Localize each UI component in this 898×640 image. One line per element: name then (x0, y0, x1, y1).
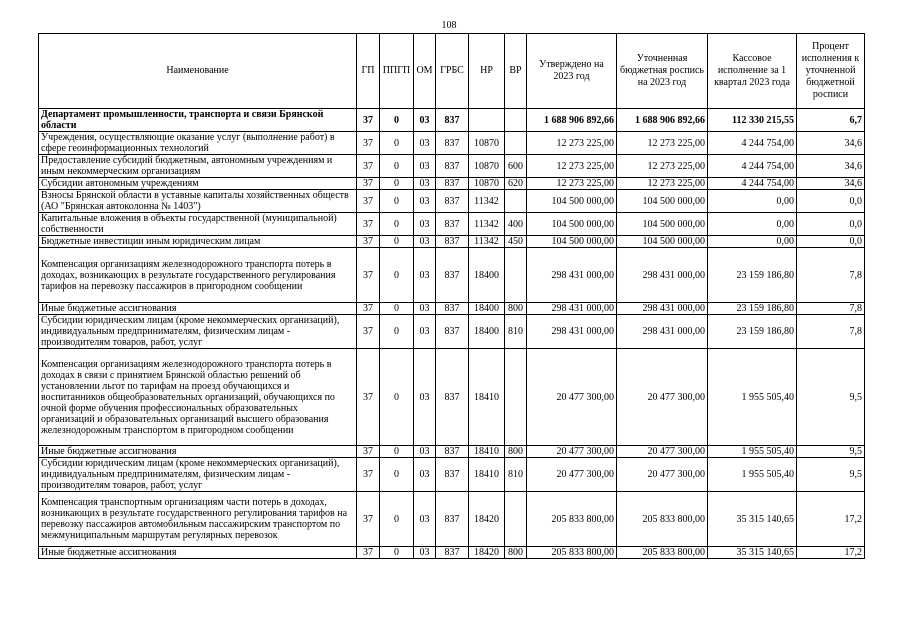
row-name: Учреждения, осуществляющие оказание услуг (выполнение работ) в сфере геоинформационных технологий (39, 132, 357, 155)
row-name: Иные бюджетные ассигнования (39, 303, 357, 315)
row-approved: 298 431 000,00 (527, 315, 617, 349)
row-ppgp: 0 (380, 132, 414, 155)
row-grbs: 837 (436, 248, 469, 303)
row-percent: 9,5 (797, 458, 865, 492)
row-name: Департамент промышленности, транспорта и связи Брянской области (39, 109, 357, 132)
row-gp: 37 (357, 132, 380, 155)
row-vr: 620 (505, 178, 527, 190)
row-ppgp: 0 (380, 303, 414, 315)
row-gp: 37 (357, 236, 380, 248)
table-row (39, 109, 865, 132)
row-grbs: 837 (436, 236, 469, 248)
row-vr: 400 (505, 213, 527, 236)
row-ppgp: 0 (380, 349, 414, 446)
header-ppgp: ППГП (380, 34, 414, 109)
row-ppgp: 0 (380, 178, 414, 190)
row-cash: 1 955 505,40 (708, 458, 797, 492)
row-name: Капитальные вложения в объекты государственной (муниципальной) собственности (39, 213, 357, 236)
table-row (39, 236, 865, 248)
row-gp: 37 (357, 248, 380, 303)
row-name: Иные бюджетные ассигнования (39, 446, 357, 458)
table-row (39, 213, 865, 236)
row-percent: 6,7 (797, 109, 865, 132)
row-approved: 12 273 225,00 (527, 155, 617, 178)
row-ppgp: 0 (380, 213, 414, 236)
row-ppgp: 0 (380, 236, 414, 248)
row-vr (505, 109, 527, 132)
row-np: 18410 (469, 458, 505, 492)
row-om: 03 (414, 315, 436, 349)
row-approved: 104 500 000,00 (527, 213, 617, 236)
table-row (39, 458, 865, 492)
row-ppgp: 0 (380, 190, 414, 213)
row-vr: 450 (505, 236, 527, 248)
row-refined: 20 477 300,00 (617, 349, 708, 446)
header-approved: Утверждено на 2023 год (527, 34, 617, 109)
header-cash: Кассовое исполнение за 1 квартал 2023 года (708, 34, 797, 109)
table-row (39, 547, 865, 559)
row-cash: 23 159 186,80 (708, 303, 797, 315)
row-grbs: 837 (436, 132, 469, 155)
table-row (39, 303, 865, 315)
page-number: 108 (441, 20, 457, 31)
row-gp: 37 (357, 315, 380, 349)
row-name: Предоставление субсидий бюджетным, автономным учреждениям и иным некоммерческим организациям (39, 155, 357, 178)
header-row (39, 34, 865, 109)
row-percent: 0,0 (797, 213, 865, 236)
row-percent: 34,6 (797, 132, 865, 155)
row-cash: 4 244 754,00 (708, 132, 797, 155)
row-gp: 37 (357, 547, 380, 559)
row-ppgp: 0 (380, 315, 414, 349)
row-np: 18410 (469, 349, 505, 446)
row-cash: 112 330 215,55 (708, 109, 797, 132)
row-percent: 34,6 (797, 178, 865, 190)
row-cash: 1 955 505,40 (708, 446, 797, 458)
row-ppgp: 0 (380, 547, 414, 559)
row-approved: 20 477 300,00 (527, 446, 617, 458)
row-name: Бюджетные инвестиции иным юридическим лицам (39, 236, 357, 248)
row-approved: 1 688 906 892,66 (527, 109, 617, 132)
table-row (39, 248, 865, 303)
row-ppgp: 0 (380, 492, 414, 547)
header-percent: Процент исполнения к уточненной бюджетной росписи (797, 34, 865, 109)
row-grbs: 837 (436, 109, 469, 132)
row-cash: 0,00 (708, 213, 797, 236)
row-refined: 298 431 000,00 (617, 248, 708, 303)
row-approved: 12 273 225,00 (527, 178, 617, 190)
row-cash: 4 244 754,00 (708, 155, 797, 178)
row-percent: 7,8 (797, 303, 865, 315)
row-om: 03 (414, 178, 436, 190)
row-cash: 4 244 754,00 (708, 178, 797, 190)
row-om: 03 (414, 446, 436, 458)
row-refined: 104 500 000,00 (617, 236, 708, 248)
row-grbs: 837 (436, 492, 469, 547)
row-om: 03 (414, 492, 436, 547)
row-np: 10870 (469, 132, 505, 155)
row-name: Субсидии автономным учреждениям (39, 178, 357, 190)
row-approved: 205 833 800,00 (527, 547, 617, 559)
table-row (39, 155, 865, 178)
row-ppgp: 0 (380, 109, 414, 132)
row-om: 03 (414, 458, 436, 492)
row-name: Субсидии юридическим лицам (кроме некоммерческих организаций), индивидуальным предпринимателям, физическим лицам - производителям товаров, работ, услуг (39, 315, 357, 349)
row-name: Компенсация транспортным организациям части потерь в доходах, возникающих в результате государственного регулирования тарифов на перевозку пассажиров автомобильным пассажирским транспортом по межмуниципальным маршрутам регулярных перевозок (39, 492, 357, 547)
row-approved: 205 833 800,00 (527, 492, 617, 547)
row-name: Компенсация организациям железнодорожного транспорта потерь в доходах, возникающих в результате государственного регулирования тарифов на перевозку пассажиров в пригородном сообщении (39, 248, 357, 303)
row-gp: 37 (357, 303, 380, 315)
row-percent: 0,0 (797, 190, 865, 213)
row-cash: 1 955 505,40 (708, 349, 797, 446)
row-vr (505, 248, 527, 303)
table-row (39, 349, 865, 446)
row-refined: 205 833 800,00 (617, 492, 708, 547)
row-percent: 7,8 (797, 315, 865, 349)
row-ppgp: 0 (380, 155, 414, 178)
row-grbs: 837 (436, 547, 469, 559)
row-om: 03 (414, 213, 436, 236)
row-cash: 35 315 140,65 (708, 547, 797, 559)
row-percent: 17,2 (797, 492, 865, 547)
row-grbs: 837 (436, 446, 469, 458)
row-gp: 37 (357, 446, 380, 458)
row-grbs: 837 (436, 178, 469, 190)
row-cash: 23 159 186,80 (708, 315, 797, 349)
header-np: НР (469, 34, 505, 109)
row-np: 18400 (469, 303, 505, 315)
table-row (39, 446, 865, 458)
row-om: 03 (414, 547, 436, 559)
header-gp: ГП (357, 34, 380, 109)
row-grbs: 837 (436, 303, 469, 315)
row-np: 11342 (469, 213, 505, 236)
row-np: 18410 (469, 446, 505, 458)
row-ppgp: 0 (380, 248, 414, 303)
table-row (39, 492, 865, 547)
row-refined: 298 431 000,00 (617, 315, 708, 349)
row-name: Компенсация организациям железнодорожного транспорта потерь в доходах в связи с принятием Брянской областью решений об установлении льгот по тарифам на проезд обучающихся и воспитанников общеобразовательных организаций, обучающихся по очной форме обучения профессиональных образовательных организаций и образовательных организаций высшего образования железнодорожным транспортом в пригородном сообщении (39, 349, 357, 446)
row-om: 03 (414, 109, 436, 132)
row-vr: 800 (505, 547, 527, 559)
header-grbs: ГРБС (436, 34, 469, 109)
row-grbs: 837 (436, 349, 469, 446)
row-percent: 0,0 (797, 236, 865, 248)
row-percent: 9,5 (797, 446, 865, 458)
row-cash: 35 315 140,65 (708, 492, 797, 547)
row-percent: 9,5 (797, 349, 865, 446)
row-om: 03 (414, 303, 436, 315)
row-percent: 17,2 (797, 547, 865, 559)
header-name: Наименование (39, 34, 357, 109)
row-grbs: 837 (436, 190, 469, 213)
row-grbs: 837 (436, 458, 469, 492)
row-vr (505, 349, 527, 446)
row-ppgp: 0 (380, 458, 414, 492)
row-grbs: 837 (436, 155, 469, 178)
row-om: 03 (414, 132, 436, 155)
table-row (39, 190, 865, 213)
row-refined: 12 273 225,00 (617, 132, 708, 155)
row-name: Взносы Брянской области в уставные капиталы хозяйственных обществ (АО "Брянская автоколонна № 1403") (39, 190, 357, 213)
row-np (469, 109, 505, 132)
row-approved: 104 500 000,00 (527, 190, 617, 213)
row-refined: 104 500 000,00 (617, 213, 708, 236)
row-gp: 37 (357, 458, 380, 492)
row-om: 03 (414, 349, 436, 446)
row-refined: 12 273 225,00 (617, 178, 708, 190)
row-gp: 37 (357, 213, 380, 236)
row-refined: 20 477 300,00 (617, 458, 708, 492)
table-row (39, 315, 865, 349)
row-vr: 810 (505, 315, 527, 349)
table-row (39, 178, 865, 190)
row-np: 18400 (469, 315, 505, 349)
row-name: Иные бюджетные ассигнования (39, 547, 357, 559)
row-vr (505, 492, 527, 547)
row-refined: 12 273 225,00 (617, 155, 708, 178)
row-np: 18420 (469, 547, 505, 559)
row-gp: 37 (357, 109, 380, 132)
table-row (39, 132, 865, 155)
row-grbs: 837 (436, 315, 469, 349)
row-refined: 1 688 906 892,66 (617, 109, 708, 132)
row-refined: 104 500 000,00 (617, 190, 708, 213)
row-approved: 20 477 300,00 (527, 349, 617, 446)
row-gp: 37 (357, 190, 380, 213)
row-percent: 7,8 (797, 248, 865, 303)
row-gp: 37 (357, 349, 380, 446)
header-vr: ВР (505, 34, 527, 109)
row-vr: 800 (505, 303, 527, 315)
row-percent: 34,6 (797, 155, 865, 178)
row-vr: 600 (505, 155, 527, 178)
row-refined: 298 431 000,00 (617, 303, 708, 315)
row-approved: 298 431 000,00 (527, 248, 617, 303)
row-approved: 104 500 000,00 (527, 236, 617, 248)
row-cash: 0,00 (708, 190, 797, 213)
row-vr: 800 (505, 446, 527, 458)
row-vr (505, 132, 527, 155)
budget-table (38, 33, 865, 559)
header-refined: Уточненная бюджетная роспись на 2023 год (617, 34, 708, 109)
row-np: 11342 (469, 236, 505, 248)
row-np: 10870 (469, 155, 505, 178)
row-om: 03 (414, 190, 436, 213)
row-refined: 205 833 800,00 (617, 547, 708, 559)
row-ppgp: 0 (380, 446, 414, 458)
row-gp: 37 (357, 492, 380, 547)
row-cash: 0,00 (708, 236, 797, 248)
row-np: 10870 (469, 178, 505, 190)
row-cash: 23 159 186,80 (708, 248, 797, 303)
row-approved: 298 431 000,00 (527, 303, 617, 315)
row-name: Субсидии юридическим лицам (кроме некоммерческих организаций), индивидуальным предпринимателям, физическим лицам - производителям товаров, работ, услуг (39, 458, 357, 492)
row-om: 03 (414, 155, 436, 178)
header-om: ОМ (414, 34, 436, 109)
row-approved: 20 477 300,00 (527, 458, 617, 492)
row-gp: 37 (357, 178, 380, 190)
row-vr (505, 190, 527, 213)
row-np: 18400 (469, 248, 505, 303)
row-grbs: 837 (436, 213, 469, 236)
row-np: 18420 (469, 492, 505, 547)
row-gp: 37 (357, 155, 380, 178)
row-om: 03 (414, 236, 436, 248)
row-np: 11342 (469, 190, 505, 213)
row-approved: 12 273 225,00 (527, 132, 617, 155)
row-vr: 810 (505, 458, 527, 492)
row-refined: 20 477 300,00 (617, 446, 708, 458)
row-om: 03 (414, 248, 436, 303)
